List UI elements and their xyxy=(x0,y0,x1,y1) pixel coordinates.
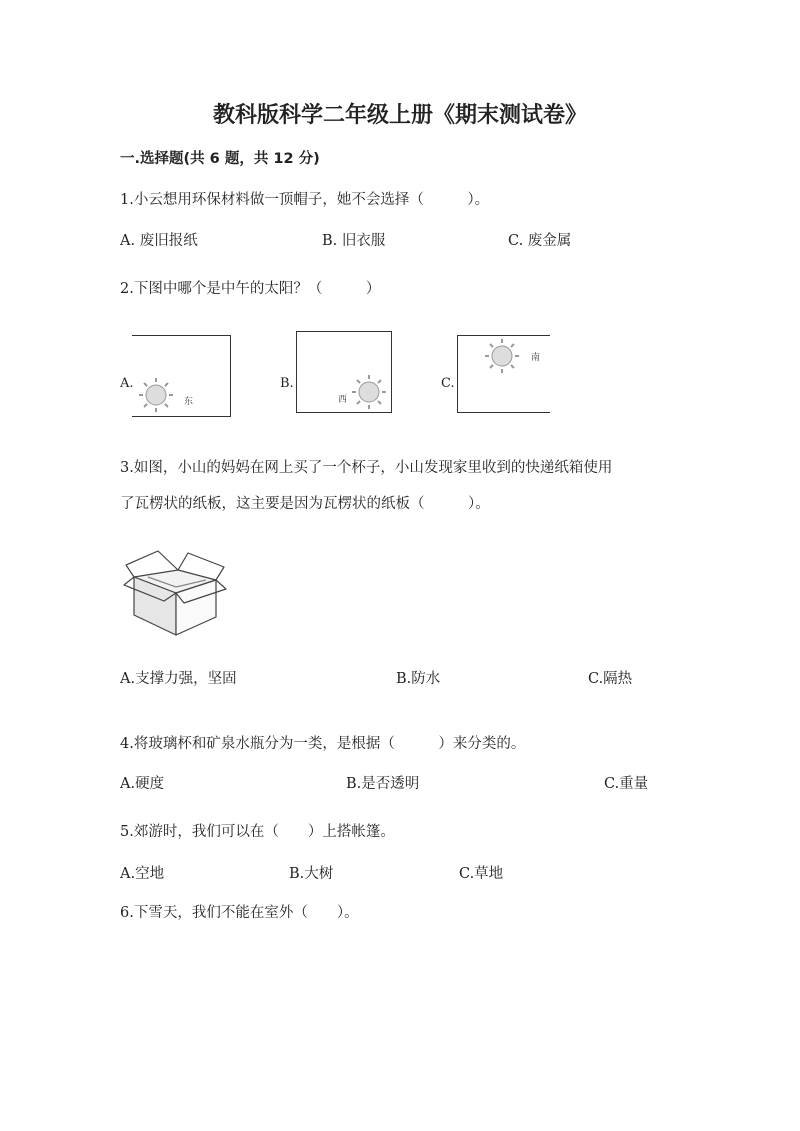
question-4-option-a: A.硬度 xyxy=(120,776,165,792)
question-2-image-a xyxy=(132,335,231,417)
question-3-option-a: A.支撑力强，坚固 xyxy=(120,671,237,687)
section-heading: 一.选择题(共 6 题，共 12 分) xyxy=(120,151,320,167)
question-5-option-c: C.草地 xyxy=(459,866,504,882)
question-1-option-c: C. 废金属 xyxy=(508,233,572,249)
question-2-text: 2.下图中哪个是中午的太阳？（ ） xyxy=(120,281,381,297)
question-5-text: 5.郊游时，我们可以在（ ）上搭帐篷。 xyxy=(120,824,395,840)
question-4-option-b: B.是否透明 xyxy=(346,776,420,792)
question-2-label-a: A. xyxy=(120,376,134,391)
sun-icon xyxy=(132,336,230,416)
direction-label-south: 南 xyxy=(531,353,541,363)
question-4-option-c: C.重量 xyxy=(604,776,649,792)
direction-label-east: 东 xyxy=(184,397,194,407)
sun-icon xyxy=(458,336,550,412)
question-4-text: 4.将玻璃杯和矿泉水瓶分为一类，是根据（ ）来分类的。 xyxy=(120,736,526,752)
direction-label-west: 西 xyxy=(338,395,348,405)
question-3-option-c: C.隔热 xyxy=(588,671,633,687)
question-5-option-a: A.空地 xyxy=(120,866,165,882)
question-3-text-line-2: 了瓦楞状的纸板，这主要是因为瓦楞状的纸板（ ）。 xyxy=(120,496,490,512)
question-2-label-b: B. xyxy=(280,376,294,391)
cardboard-box-image xyxy=(118,545,230,637)
question-1-option-b: B. 旧衣服 xyxy=(322,233,386,249)
question-1-text: 1.小云想用环保材料做一顶帽子，她不会选择（ ）。 xyxy=(120,192,490,208)
question-1-option-a: A. 废旧报纸 xyxy=(120,233,198,249)
question-6-text: 6.下雪天，我们不能在室外（ ）。 xyxy=(120,905,359,921)
question-3-option-b: B.防水 xyxy=(396,671,441,687)
question-2-image-c xyxy=(457,335,550,413)
question-2-image-b xyxy=(296,331,392,413)
question-3-text-line-1: 3.如图，小山的妈妈在网上买了一个杯子，小山发现家里收到的快递纸箱使用 xyxy=(120,460,613,476)
page-title: 教科版科学二年级上册《期末测试卷》 xyxy=(212,103,587,128)
question-2-label-c: C. xyxy=(441,376,455,391)
question-5-option-b: B.大树 xyxy=(289,866,334,882)
